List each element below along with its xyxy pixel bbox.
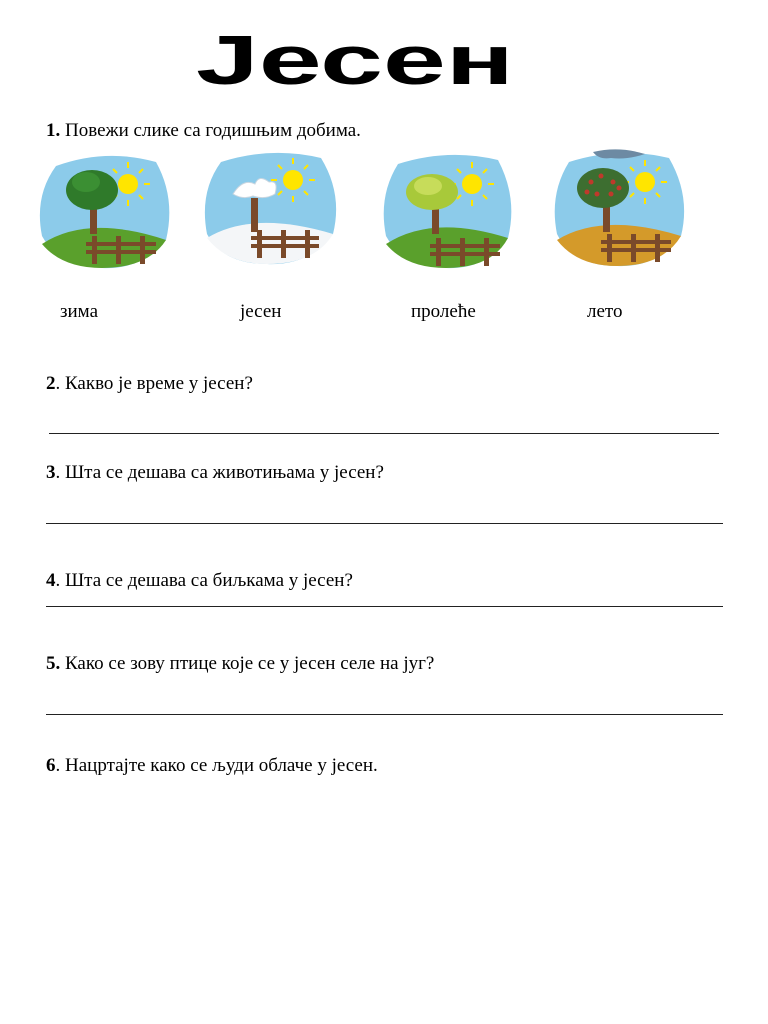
answer-line-4[interactable] [46,606,723,607]
question-number: 2 [46,373,56,394]
question-text: . Какво је време у јесен? [55,373,253,394]
season-label-summer[interactable]: лето [587,301,623,322]
question-6 [46,755,378,777]
question-number: 3 [46,462,56,483]
summer-picture[interactable] [38,148,174,272]
question-text: Повежи слике са годишњим добима. [60,120,361,141]
answer-line-5[interactable] [46,714,723,715]
question-4 [46,570,353,592]
question-1 [46,120,361,142]
worksheet-title [190,26,520,106]
fence-icon [251,230,319,258]
question-number: 4 [46,570,56,591]
season-label-winter[interactable]: зима [60,301,98,322]
svg-text:Јесен: Јесен [196,26,514,99]
season-label-spring[interactable]: пролеће [411,301,476,322]
question-text: Како се зову птице које се у јесен селе на југ? [60,653,435,674]
question-5 [46,653,434,675]
spring-picture[interactable] [382,148,518,272]
autumn-picture[interactable] [553,148,689,272]
winter-picture[interactable] [203,148,339,272]
question-number: 1. [46,120,61,141]
question-text: . Нацртајте како се људи облаче у јесен. [55,755,378,776]
question-text: . Шта се дешава са биљкама у јесен? [55,570,353,591]
question-number: 5. [46,653,61,674]
answer-line-2[interactable] [49,433,719,434]
drawing-area[interactable] [46,790,723,990]
question-3 [46,462,384,484]
question-text: . Шта се дешава са животињама у јесен? [55,462,384,483]
season-label-autumn[interactable]: јесен [240,301,282,322]
answer-line-3[interactable] [46,523,723,524]
question-2 [46,373,253,395]
question-number: 6 [46,755,56,776]
